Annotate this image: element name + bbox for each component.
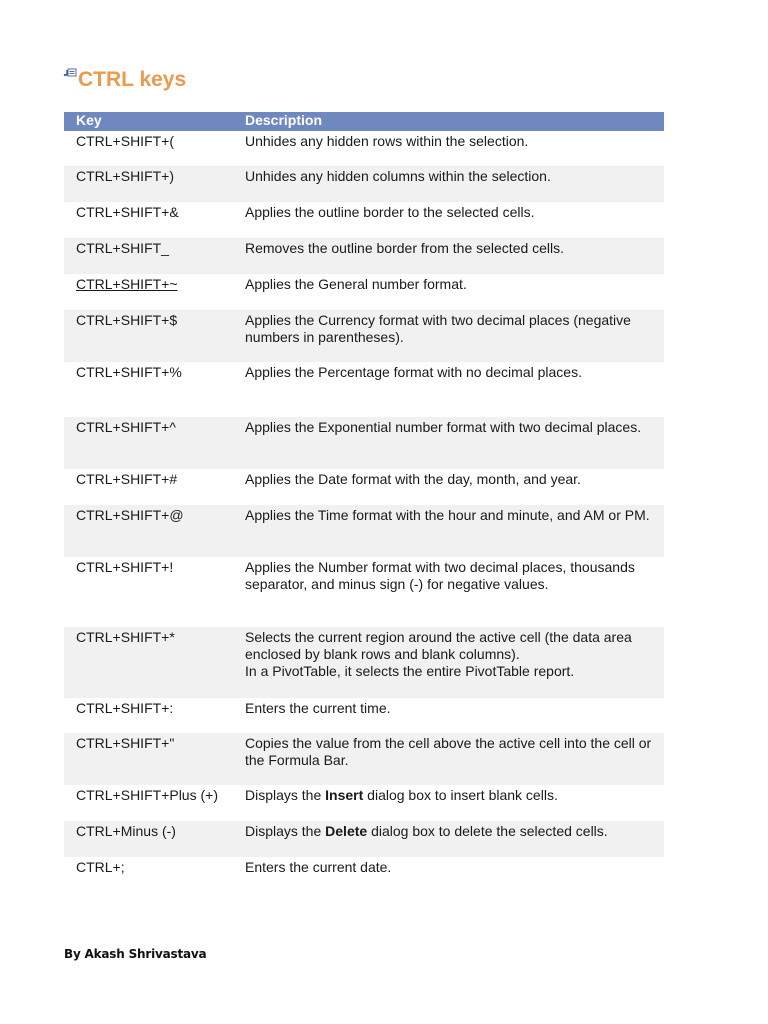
shortcut-key: CTRL+SHIFT+: [76, 700, 174, 716]
shortcut-description [245, 787, 657, 804]
shortcut-key: CTRL+SHIFT+~ [76, 276, 178, 292]
table-row [64, 274, 664, 310]
table-row [64, 557, 664, 627]
shortcut-key: CTRL+SHIFT+@ [76, 507, 184, 523]
shortcut-key: CTRL+SHIFT+* [76, 629, 175, 645]
shortcut-key: CTRL+SHIFT+) [76, 168, 175, 184]
column-header-key: Key [76, 112, 102, 128]
shortcut-key: CTRL+SHIFT+Plus (+) [76, 787, 218, 803]
shortcut-description-wrap [245, 629, 657, 680]
shortcut-description: Enters the current date. [245, 859, 392, 875]
table-row [64, 166, 664, 202]
shortcut-description: Applies the General number format. [245, 276, 467, 292]
shortcut-key: CTRL+SHIFT_ [76, 240, 169, 256]
shortcut-description: Unhides any hidden rows within the selection. [245, 133, 529, 149]
table-row [64, 310, 664, 362]
table-row [64, 785, 664, 821]
author-footer: By Akash Shrivastava [64, 947, 207, 961]
description-emphasis: Delete [325, 823, 368, 839]
shortcut-description: Applies the Number format with two decimal places, thousands separator, and minus sign (-) for negative values. [245, 559, 635, 592]
table-row [64, 202, 664, 238]
title-area [63, 66, 186, 94]
shortcut-key: CTRL+SHIFT+! [76, 559, 174, 575]
description-emphasis: Insert [325, 787, 364, 803]
table-row [64, 505, 664, 557]
table-row [64, 627, 664, 698]
table-row [64, 733, 664, 785]
table-header [64, 112, 664, 131]
shortcut-key: CTRL+Minus (-) [76, 823, 176, 839]
shortcut-description: Selects the current region around the active cell (the data area enclosed by blank rows and blank columns). [245, 629, 632, 662]
table-row [64, 857, 664, 893]
table-row [64, 698, 664, 733]
shortcut-description: Applies the Currency format with two decimal places (negative numbers in parentheses). [245, 312, 631, 345]
page-title: CTRL keys [78, 68, 187, 91]
shortcut-key: CTRL+SHIFT+& [76, 204, 179, 220]
description-text: Displays the [245, 787, 326, 803]
shortcut-description: Applies the Date format with the day, month, and year. [245, 471, 581, 487]
table-row [64, 469, 664, 505]
shortcut-description [245, 823, 657, 840]
shortcut-description: Enters the current time. [245, 700, 391, 716]
description-text: dialog box to insert blank cells. [363, 787, 558, 803]
column-header-description: Description [245, 112, 323, 128]
table-row [64, 362, 664, 417]
table-row [64, 131, 664, 166]
table-row [64, 821, 664, 857]
shortcut-key: CTRL+SHIFT+( [76, 133, 175, 149]
shortcut-key: CTRL+SHIFT+" [76, 735, 175, 751]
shortcut-key: CTRL+SHIFT+% [76, 364, 182, 380]
description-text: dialog box to delete the selected cells. [367, 823, 608, 839]
shortcut-description: Applies the Time format with the hour and minute, and AM or PM. [245, 507, 650, 523]
description-text: Displays the [245, 823, 326, 839]
shortcut-description: Copies the value from the cell above the active cell into the cell or the Formula Bar. [245, 735, 652, 768]
collapse-icon[interactable] [63, 68, 77, 80]
shortcut-key: CTRL+SHIFT+# [76, 471, 178, 487]
shortcut-key: CTRL+SHIFT+^ [76, 419, 176, 435]
shortcut-description: Unhides any hidden columns within the selection. [245, 168, 551, 184]
shortcut-key: CTRL+SHIFT+$ [76, 312, 178, 328]
shortcut-description: Applies the Exponential number format with two decimal places. [245, 419, 642, 435]
table-row [64, 417, 664, 469]
shortcut-description: Applies the outline border to the selected cells. [245, 204, 535, 220]
shortcut-table [64, 112, 664, 893]
shortcut-description: Applies the Percentage format with no decimal places. [245, 364, 582, 380]
table-row [64, 238, 664, 274]
shortcut-description-note: In a PivotTable, it selects the entire PivotTable report. [245, 663, 575, 679]
shortcut-key: CTRL+; [76, 859, 125, 875]
shortcut-description: Removes the outline border from the selected cells. [245, 240, 565, 256]
